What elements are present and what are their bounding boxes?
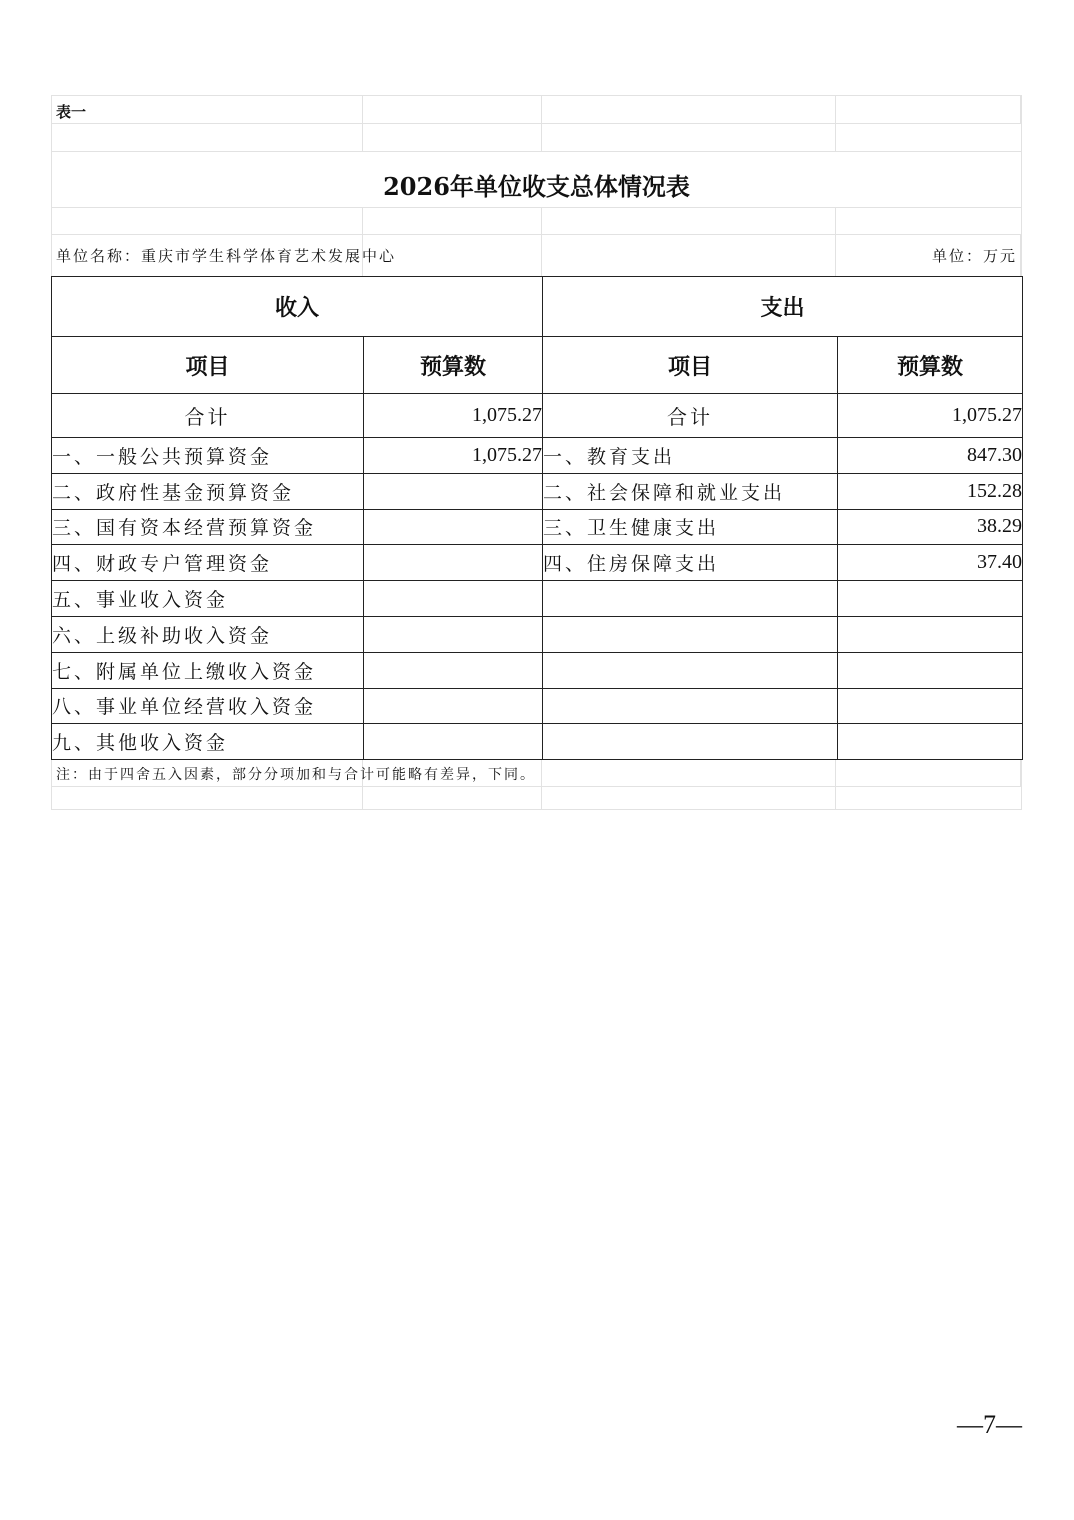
expenditure-item-header: 项目 — [543, 337, 838, 394]
table-row — [52, 652, 1023, 688]
expenditure-item: 四、住房保障支出 — [543, 545, 838, 581]
expenditure-budget-header: 预算数 — [838, 337, 1023, 394]
income-item: 六、上级补助收入资金 — [52, 616, 364, 652]
note-row — [51, 760, 1022, 786]
income-value — [364, 688, 543, 724]
footnote: 注：由于四舍五入因素，部分分项加和与合计可能略有差异，下同。 — [56, 767, 536, 784]
spacer-row — [51, 207, 1022, 234]
income-total-label: 合计 — [52, 394, 364, 438]
income-value — [364, 545, 543, 581]
column-header-row — [52, 337, 1023, 394]
table-row — [52, 581, 1023, 617]
income-header: 收入 — [52, 277, 543, 337]
income-item: 四、财政专户管理资金 — [52, 545, 364, 581]
spacer-row — [51, 786, 1022, 810]
expenditure-item — [543, 616, 838, 652]
income-value: 1,075.27 — [364, 438, 543, 474]
expenditure-value — [838, 688, 1023, 724]
income-item: 九、其他收入资金 — [52, 724, 364, 760]
expenditure-total-value: 1,075.27 — [838, 394, 1023, 438]
income-item: 三、国有资本经营预算资金 — [52, 509, 364, 545]
table-row — [52, 545, 1023, 581]
income-item: 一、一般公共预算资金 — [52, 438, 364, 474]
income-item: 二、政府性基金预算资金 — [52, 473, 364, 509]
expenditure-item — [543, 581, 838, 617]
unit-row — [51, 234, 1022, 276]
income-expenditure-table — [51, 276, 1023, 760]
table-row — [52, 438, 1023, 474]
label-row — [51, 95, 1022, 123]
income-item-header: 项目 — [52, 337, 364, 394]
expenditure-value: 152.28 — [838, 473, 1023, 509]
table-label: 表一 — [56, 103, 87, 121]
income-value — [364, 724, 543, 760]
expenditure-value: 38.29 — [838, 509, 1023, 545]
budget-sheet — [51, 95, 1022, 810]
income-value — [364, 581, 543, 617]
expenditure-value: 37.40 — [838, 545, 1023, 581]
income-budget-header: 预算数 — [364, 337, 543, 394]
table-row — [52, 688, 1023, 724]
income-value — [364, 652, 543, 688]
page-number: —7— — [957, 1410, 1022, 1439]
table-row — [52, 724, 1023, 760]
expenditure-value — [838, 616, 1023, 652]
unit-name: 单位名称：重庆市学生科学体育艺术发展中心 — [56, 247, 397, 265]
income-total-value: 1,075.27 — [364, 394, 543, 438]
spacer-row — [51, 123, 1022, 151]
table-row — [52, 509, 1023, 545]
title-row — [51, 151, 1022, 207]
table-row — [52, 616, 1023, 652]
income-item: 七、附属单位上缴收入资金 — [52, 652, 364, 688]
expenditure-item — [543, 724, 838, 760]
expenditure-item — [543, 652, 838, 688]
page-title: 2026年单位收支总体情况表 — [383, 172, 690, 201]
income-value — [364, 509, 543, 545]
income-value — [364, 473, 543, 509]
table-row — [52, 473, 1023, 509]
section-header-row — [52, 277, 1023, 337]
expenditure-value — [838, 652, 1023, 688]
unit-label: 单位：万元 — [931, 247, 1017, 265]
expenditure-value — [838, 581, 1023, 617]
expenditure-item: 二、社会保障和就业支出 — [543, 473, 838, 509]
income-item: 八、事业单位经营收入资金 — [52, 688, 364, 724]
expenditure-item: 一、教育支出 — [543, 438, 838, 474]
income-value — [364, 616, 543, 652]
expenditure-item: 三、卫生健康支出 — [543, 509, 838, 545]
expenditure-header: 支出 — [543, 277, 1023, 337]
expenditure-value — [838, 724, 1023, 760]
total-row — [52, 394, 1023, 438]
expenditure-value: 847.30 — [838, 438, 1023, 474]
expenditure-total-label: 合计 — [543, 394, 838, 438]
income-item: 五、事业收入资金 — [52, 581, 364, 617]
expenditure-item — [543, 688, 838, 724]
